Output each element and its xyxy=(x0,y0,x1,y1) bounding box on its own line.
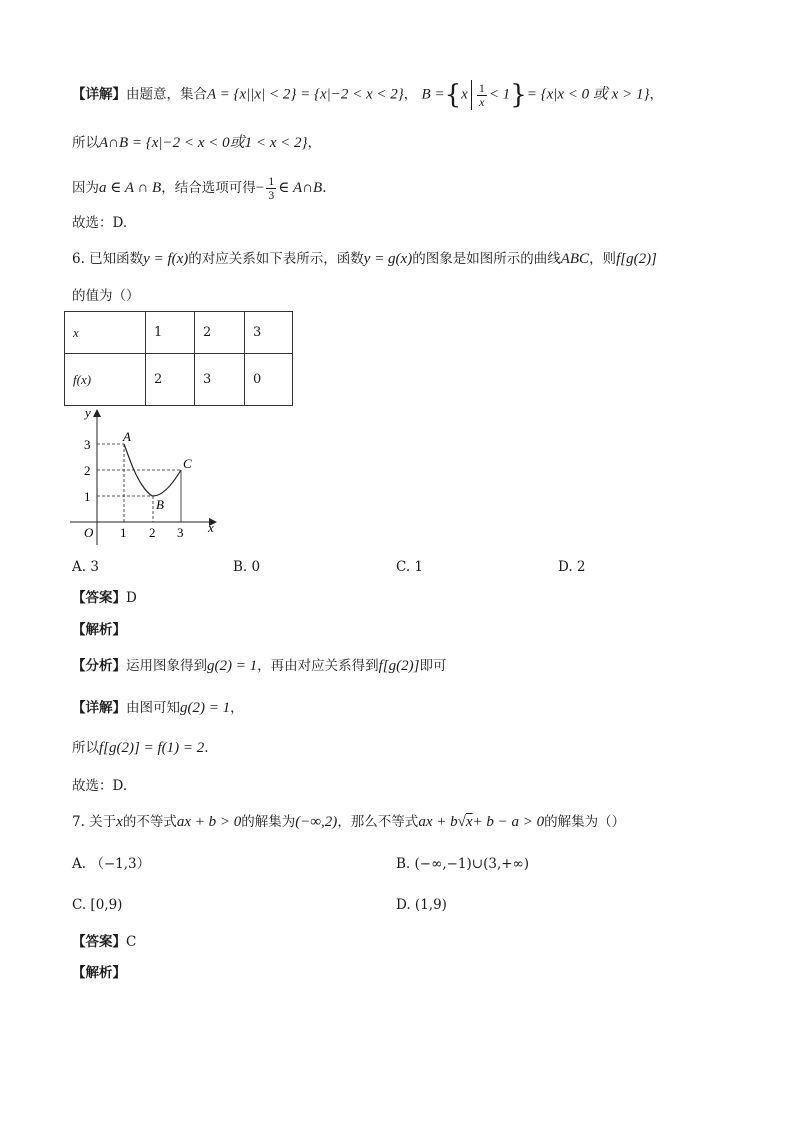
intersection-line xyxy=(72,133,321,153)
period: . xyxy=(322,180,327,196)
x-tick-label: 3 xyxy=(177,525,184,540)
q7-option-a: A. （−1,3） xyxy=(72,856,151,872)
point-a-label: A xyxy=(123,429,131,444)
q7-option-b: B. (−∞,−1)∪(3,+∞) xyxy=(396,856,530,872)
intersection-expr: A∩B = {x|−2 < x < 0或1 < x < 2} xyxy=(99,135,308,151)
set-b-result: = {x|x < 0 或 x > 1} xyxy=(526,86,650,103)
q7-text: 的解集为 xyxy=(241,814,296,830)
detail-text: 由题意，集合 xyxy=(126,86,207,103)
detail-tag: 【详解】 xyxy=(72,86,126,103)
minus-sign: − xyxy=(255,180,265,196)
var-x: x xyxy=(116,814,123,830)
fraction-1-over-3 xyxy=(266,175,276,202)
x-tick-label: 2 xyxy=(149,525,156,540)
answer-tag: 【答案】 xyxy=(72,590,126,606)
x-tick-label: 1 xyxy=(120,525,127,540)
fenxi-text: ，再由对应关系得到 xyxy=(257,658,379,674)
comma: ， xyxy=(230,700,244,716)
detail-text: 由图可知 xyxy=(126,700,180,716)
point-b-label: B xyxy=(156,497,164,512)
y-axis-label: y xyxy=(85,405,91,420)
frac-denominator: 3 xyxy=(268,188,275,202)
comma: ， xyxy=(649,86,663,103)
fenxi-text: 运用图象得到 xyxy=(126,658,207,674)
lt-one: < 1 xyxy=(488,86,511,103)
table-row xyxy=(65,312,293,354)
q6-stem-line-1 xyxy=(72,249,657,269)
point-c-label: C xyxy=(183,456,192,471)
in-intersection: ∈ A∩B xyxy=(278,180,323,196)
right-brace: } xyxy=(510,80,527,110)
detail-tag: 【详解】 xyxy=(72,700,126,716)
y-equals-gx: y = g(x) xyxy=(363,251,413,267)
origin-label: O xyxy=(84,525,94,540)
because-text: 因为 xyxy=(72,180,99,196)
table-cell: 1 xyxy=(146,312,195,354)
answer-tag: 【答案】 xyxy=(72,934,126,950)
option-d: D. 2 xyxy=(558,559,586,575)
comma: ， xyxy=(403,86,418,103)
table-cell: 3 xyxy=(245,312,293,354)
set-bar xyxy=(471,80,472,110)
frac-numerator: 1 xyxy=(268,174,275,188)
option-c: C. 1 xyxy=(396,559,424,575)
fenxi-tag: 【分析】 xyxy=(72,658,126,674)
y-tick-label: 1 xyxy=(84,489,91,504)
g2-equals-1: g(2) = 1 xyxy=(207,658,258,674)
function-table xyxy=(64,311,293,406)
y-equals-fx: y = f(x) xyxy=(143,251,189,267)
because-line xyxy=(72,175,327,202)
q7-answer xyxy=(72,932,136,952)
q6-answer xyxy=(72,588,137,608)
combine-text: ，结合选项可得 xyxy=(161,180,256,196)
q7-number-text: 7. 关于 xyxy=(72,814,117,830)
fenxi-text: 即可 xyxy=(419,658,447,674)
y-tick-label: 2 xyxy=(84,463,91,478)
table-cell: f(x) xyxy=(65,354,146,406)
q7-option-c: C. [0,9) xyxy=(72,897,123,913)
fraction-1-over-x xyxy=(477,82,487,109)
g2-equals-1: g(2) = 1 xyxy=(180,700,231,716)
function-graph xyxy=(60,405,230,550)
q6-text: 的对应关系如下表所示，函数 xyxy=(188,251,364,267)
q7-analysis-tag: 【解析】 xyxy=(72,965,126,981)
q6-fenxi-line xyxy=(72,656,446,676)
q6-choose: 故选：D. xyxy=(72,778,128,794)
a-in-intersection: a ∈ A ∩ B xyxy=(99,180,162,196)
so-text: 所以 xyxy=(72,135,99,151)
q6-so-line xyxy=(72,738,209,758)
period: . xyxy=(204,740,209,756)
solution-set-1: (−∞,2) xyxy=(295,814,338,830)
x-axis-label: x xyxy=(208,520,214,535)
curve-abc: ABC xyxy=(560,251,590,267)
frac-denominator: x xyxy=(479,94,485,109)
option-b: B. 0 xyxy=(233,559,261,575)
q7-option-d: D. (1,9) xyxy=(396,897,447,913)
q7-stem xyxy=(72,812,625,832)
table-cell: 2 xyxy=(146,354,195,406)
answer-value: C xyxy=(126,934,137,950)
sqrt-sign: √ xyxy=(457,814,466,830)
table-row xyxy=(65,354,293,406)
comma: ， xyxy=(307,135,321,151)
set-b-label: B = xyxy=(421,86,445,103)
choose-line-1: 故选：D. xyxy=(72,215,128,231)
inequality-2-part: + b − a > 0 xyxy=(472,814,545,830)
sqrt-radicand: x xyxy=(465,814,473,830)
detail-line-set-a-b xyxy=(72,80,663,110)
so-text: 所以 xyxy=(72,740,99,756)
set-b-var: x xyxy=(461,86,468,103)
q6-analysis-tag: 【解析】 xyxy=(72,622,126,638)
result-expr: f[g(2)] = f(1) = 2 xyxy=(99,740,205,756)
left-brace: { xyxy=(444,80,462,110)
q6-stem-line-2: 的值为（） xyxy=(72,288,140,304)
inequality-1: ax + b > 0 xyxy=(176,814,242,830)
q7-text: ，那么不等式 xyxy=(337,814,419,830)
answer-value: D xyxy=(126,590,137,606)
q7-text: 的不等式 xyxy=(122,814,177,830)
set-a-expr: A = {x||x| < 2} = {x|−2 < x < 2} xyxy=(207,86,404,103)
frac-numerator: 1 xyxy=(478,80,485,95)
f-of-g2: f[g(2)] xyxy=(378,658,420,674)
y-tick-label: 3 xyxy=(84,437,91,452)
table-cell: 0 xyxy=(245,354,293,406)
q6-text: ，则 xyxy=(589,251,617,267)
table-cell: 2 xyxy=(195,312,245,354)
q6-text: 的图象是如图所示的曲线 xyxy=(412,251,561,267)
f-of-g2: f[g(2)] xyxy=(616,251,657,267)
option-a: A. 3 xyxy=(72,559,99,575)
q7-text: 的解集为（） xyxy=(544,814,626,830)
q6-number-text: 6. 已知函数 xyxy=(72,251,144,267)
inequality-2-part: ax + b xyxy=(418,814,458,830)
table-cell: 3 xyxy=(195,354,245,406)
table-cell: x xyxy=(65,312,146,354)
q6-detail-line xyxy=(72,698,244,718)
